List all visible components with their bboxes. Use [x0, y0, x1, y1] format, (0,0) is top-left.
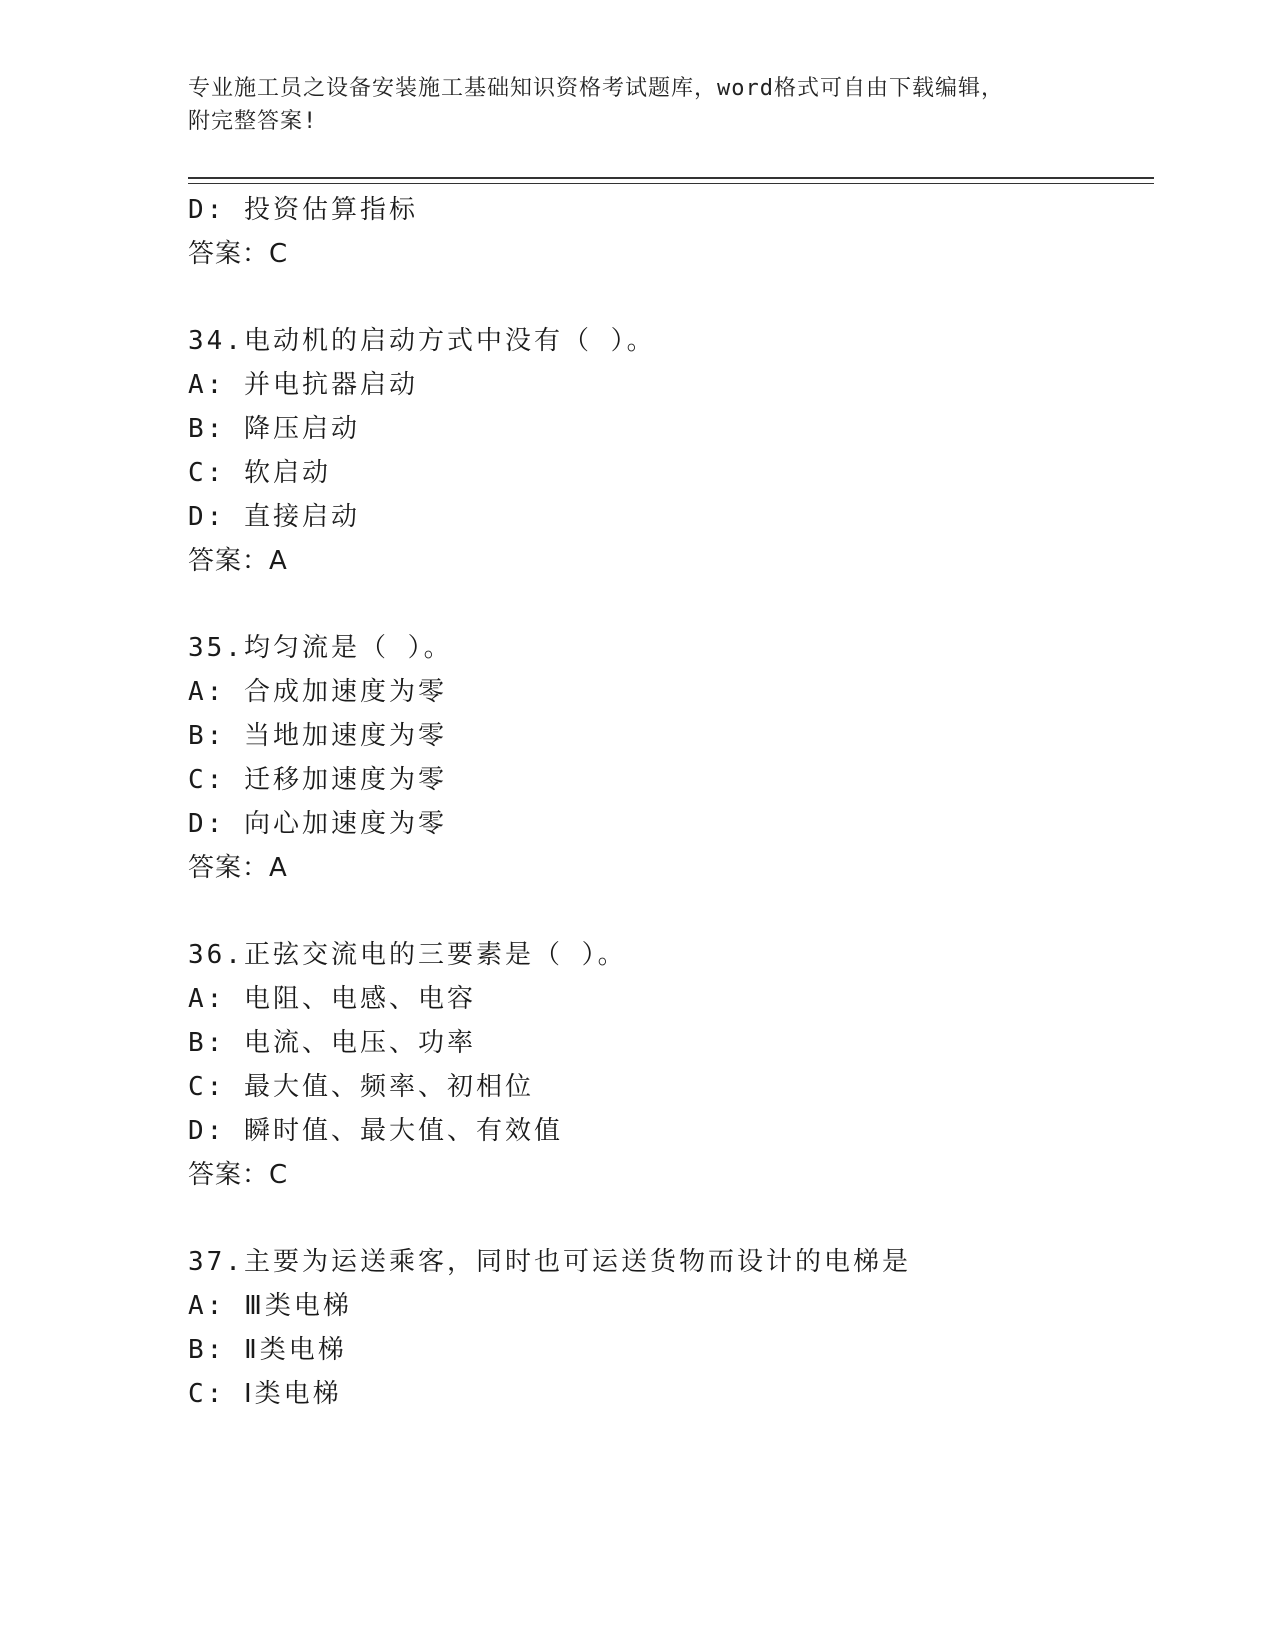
question-36: 36.正弦交流电的三要素是（ ）。 — [188, 940, 627, 970]
option-d: D: 投资估算指标 — [188, 195, 418, 225]
option-b: B: 降压启动 — [188, 414, 360, 444]
answer: 答案：C — [188, 239, 289, 269]
answer: 答案：C — [188, 1160, 289, 1190]
question-37: 37.主要为运送乘客，同时也可运送货物而设计的电梯是 — [188, 1247, 911, 1277]
option-b: B: 电流、电压、功率 — [188, 1028, 476, 1058]
option-c: C: 最大值、频率、初相位 — [188, 1072, 534, 1102]
option-a: A: Ⅲ类电梯 — [188, 1291, 352, 1321]
answer: 答案：A — [188, 546, 288, 576]
option-c: C: Ⅰ类电梯 — [188, 1379, 342, 1409]
option-a: A: 电阻、电感、电容 — [188, 984, 476, 1014]
answer: 答案：A — [188, 853, 288, 883]
document-header — [188, 72, 1088, 138]
header-divider-thin — [188, 183, 1154, 184]
header-line-2: 附完整答案! — [188, 109, 318, 134]
option-d: D: 向心加速度为零 — [188, 809, 447, 839]
option-d: D: 瞬时值、最大值、有效值 — [188, 1116, 563, 1146]
option-c: C: 软启动 — [188, 458, 331, 488]
option-c: C: 迁移加速度为零 — [188, 765, 447, 795]
option-a: A: 并电抗器启动 — [188, 370, 418, 400]
option-b: B: Ⅱ类电梯 — [188, 1335, 347, 1365]
option-b: B: 当地加速度为零 — [188, 721, 447, 751]
option-d: D: 直接启动 — [188, 502, 360, 532]
option-a: A: 合成加速度为零 — [188, 677, 447, 707]
question-34: 34.电动机的启动方式中没有（ ）。 — [188, 326, 656, 356]
header-divider-thick — [188, 177, 1154, 179]
header-line-1: 专业施工员之设备安装施工基础知识资格考试题库，word格式可自由下载编辑， — [188, 76, 1004, 101]
question-35: 35.均匀流是（ ）。 — [188, 633, 453, 663]
